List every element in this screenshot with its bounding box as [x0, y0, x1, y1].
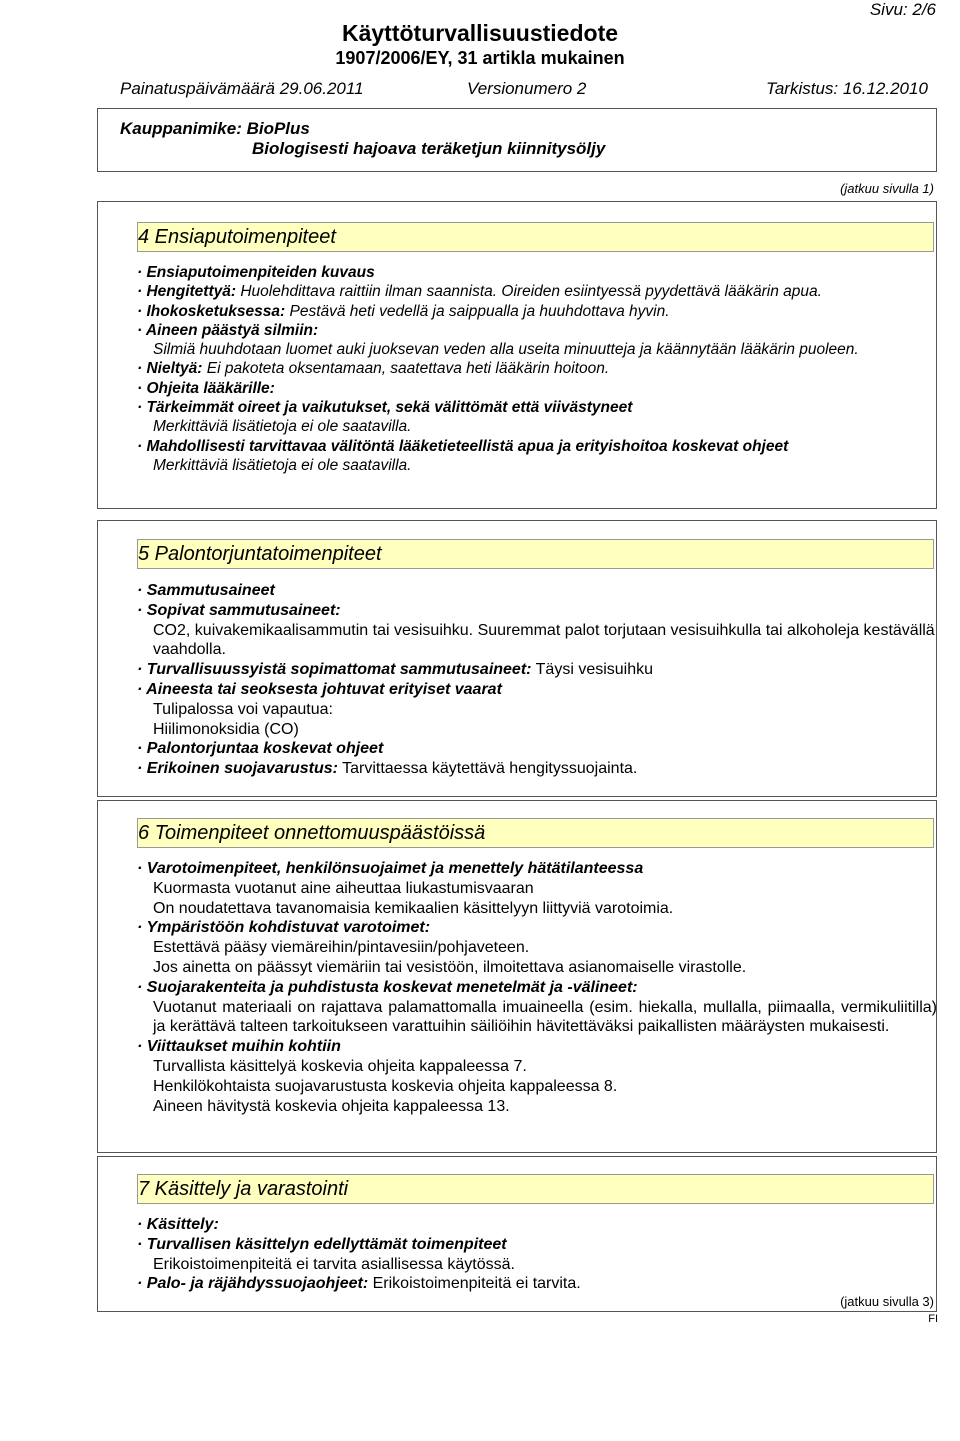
section-5-body: [137, 581, 937, 779]
reference-7: Turvallista käsittelyä koskevia ohjeita kappaleessa 7.: [153, 1057, 527, 1075]
revision-date: Tarkistus: 16.12.2010: [766, 79, 928, 98]
firefighting-advice: · Palontorjuntaa koskevat ohjeet: [137, 740, 384, 758]
environmental-text-2: Jos ainetta on päässyt viemäriin tai vesistöön, ilmoitettava asianomaiselle virastolle.: [153, 958, 747, 976]
symptoms-text: Merkittäviä lisätietoja ei ole saatavilla.: [153, 418, 412, 436]
section-6-heading: 6 Toimenpiteet onnettomuuspäästöissä: [137, 818, 934, 848]
special-hazards-label: · Aineesta tai seoksesta johtuvat erityiset vaarat: [137, 680, 502, 698]
safe-handling-text: Erikoistoimenpiteitä ei tarvita asiallisessa käytössä.: [153, 1255, 515, 1273]
section-7-body: [137, 1215, 937, 1294]
fire-explosion-protection: · Palo- ja räjähdyssuojaohjeet: Erikoistoimenpiteitä ei tarvita.: [137, 1275, 581, 1293]
inhalation: · Hengitettyä: Huolehdittava raittiin ilman saannista. Oireiden esiintyessä pyydettävä lääkärin apua.: [137, 283, 822, 301]
protective-equipment: · Erikoinen suojavarustus: Tarvittaessa käytettävä hengityssuojainta.: [137, 760, 638, 778]
continued-from: (jatkuu sivulla 1): [840, 181, 934, 196]
precautions-text-1: Kuormasta vuotanut aine aiheuttaa liukastumisvaaran: [153, 879, 534, 897]
language-code: FI: [928, 1313, 938, 1325]
environmental-label: · Ympäristöön kohdistuvat varotoimet:: [137, 919, 431, 937]
suitable-media-label: · Sopivat sammutusaineet:: [137, 601, 341, 619]
continued-to: (jatkuu sivulla 3): [840, 1294, 934, 1309]
document-title: Käyttöturvallisuustiedote: [341, 20, 619, 46]
precautions-text-2: On noudatettava tavanomaisia kemikaalien käsittelyyn liittyviä varotoimia.: [153, 899, 674, 917]
product-description: Biologisesti hajoava teräketjun kiinnitysöljy: [252, 139, 606, 158]
containment-text: Vuotanut materiaali on rajattava palamattomalla imuaineella (esim. hiekalla, mullalla, piimaalla, vermikuliitilla) ja kerättävä talteen tarkoitukseen varattuihin säiliöihin hävitettäväksi paikallisten määräysten mukaisesti.: [153, 998, 937, 1036]
section-4-body: [137, 263, 937, 475]
containment-label: · Suojarakenteita ja puhdistusta koskevat menetelmät ja -välineet:: [137, 978, 638, 996]
first-aid-description: · Ensiaputoimenpiteiden kuvaus: [137, 264, 375, 281]
document-subtitle: 1907/2006/EY, 31 artikla mukainen: [335, 48, 625, 68]
section-5-heading: 5 Palontorjuntatoimenpiteet: [137, 539, 934, 569]
eye-contact-text: Silmiä huuhdotaan luomet auki juoksevan veden alla useita minuutteja ja käännytään lääkärin puoleen.: [153, 341, 859, 359]
doctor-notes: · Ohjeita lääkärille:: [137, 379, 275, 397]
special-hazards-text-2: Hiilimonoksidia (CO): [153, 720, 299, 738]
skin-contact: · Ihokosketuksessa: Pestävä heti vedellä ja saippualla ja huuhdottava hyvin.: [137, 302, 670, 320]
unsuitable-media: · Turvallisuussyistä sopimattomat sammutusaineet: Täysi vesisuihku: [137, 661, 654, 679]
precautions-label: · Varotoimenpiteet, henkilönsuojaimet ja menettely hätätilanteessa: [137, 860, 644, 877]
print-date: Painatuspäivämäärä 29.06.2011: [120, 79, 364, 98]
handling-label: · Käsittely:: [137, 1216, 219, 1233]
safe-handling-label: · Turvallisen käsittelyn edellyttämät toimenpiteet: [137, 1235, 507, 1253]
version-number: Versionumero 2: [467, 79, 587, 98]
trade-name: Kauppanimike: BioPlus: [120, 119, 310, 138]
reference-13: Aineen hävitystä koskevia ohjeita kappaleessa 13.: [153, 1097, 510, 1115]
suitable-media-text: CO2, kuivakemikaalisammutin tai vesisuihku. Suuremmat palot torjutaan vesisuihkulla tai alkoholeja kestävällä vaahdolla.: [153, 621, 935, 659]
reference-8: Henkilökohtaista suojavarustusta koskevia ohjeita kappaleessa 8.: [153, 1077, 618, 1095]
symptoms-label: · Tärkeimmät oireet ja vaikutukset, sekä välittömät että viivästyneet: [137, 399, 633, 417]
ingestion: · Nieltyä: Ei pakoteta oksentamaan, saatettava heti lääkärin hoitoon.: [137, 360, 610, 378]
section-4-heading: 4 Ensiaputoimenpiteet: [137, 222, 934, 252]
page-number: Sivu: 2/6: [869, 0, 936, 19]
section-7-heading: 7 Käsittely ja varastointi: [137, 1174, 934, 1204]
eye-contact-label: · Aineen päästyä silmiin:: [137, 321, 319, 339]
environmental-text-1: Estettävä pääsy viemäreihin/pintavesiin/pohjaveteen.: [153, 939, 530, 957]
medical-attention-label: · Mahdollisesti tarvittavaa välitöntä lääketieteellistä apua ja erityishoitoa koskevat ohjeet: [137, 437, 789, 455]
extinguishing-media: · Sammutusaineet: [137, 582, 275, 599]
section-6-body: [137, 859, 937, 1116]
medical-attention-text: Merkittäviä lisätietoja ei ole saatavilla.: [153, 456, 412, 474]
references-label: · Viittaukset muihin kohtiin: [137, 1038, 341, 1056]
special-hazards-text-1: Tulipalossa voi vapautua:: [153, 700, 333, 718]
